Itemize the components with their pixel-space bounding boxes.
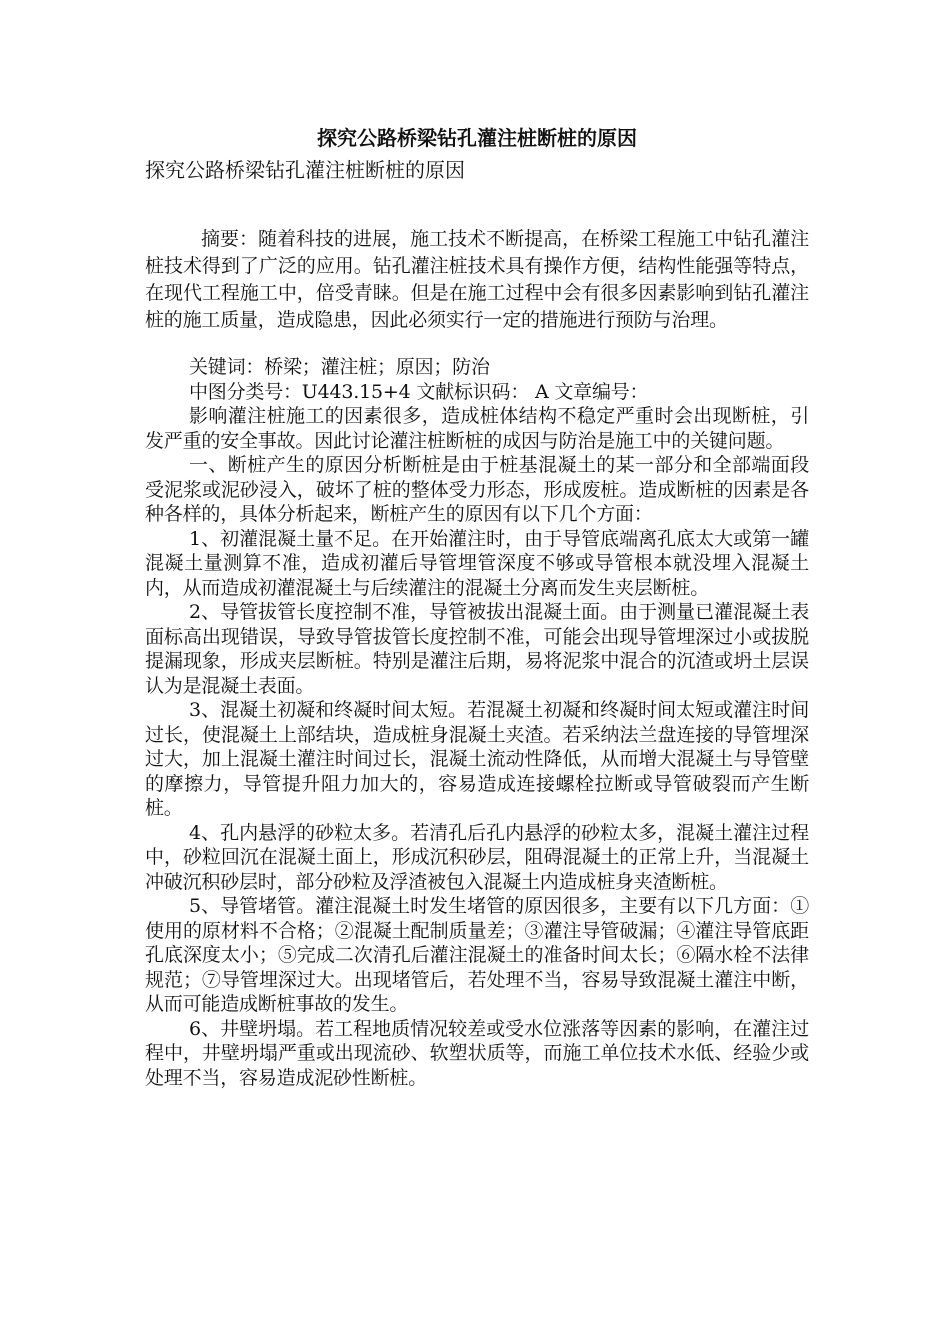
body-paragraph: 影响灌注桩施工的因素很多，造成桩体结构不稳定严重时会出现断桩，引发严重的安全事故。因此讨论灌注桩断桩的成因与防治是施工中的关键问题。	[145, 405, 809, 452]
abstract-paragraph: 摘要：随着科技的进展，施工技术不断提高，在桥梁工程施工中钻孔灌注桩技术得到了广泛的应用。钻孔灌注桩技术具有操作方便，结构性能强等特点，在现代工程施工中，倍受青睐。但是在施工过程中会有很多因素影响到钻孔灌注桩的施工质量，造成隐患，因此必须实行一定的措施进行预防与治理。	[145, 228, 809, 331]
keywords-line: 关键词：桥梁；灌注桩；原因；防治	[189, 356, 490, 378]
body-paragraph: 4、孔内悬浮的砂粒太多。若清孔后孔内悬浮的砂粒太多，混凝土灌注过程中，砂粒回沉在混凝土面上，形成沉积砂层，阻碍混凝土的正常上升，当混凝土冲破沉积砂层时，部分砂粒及浮渣被包入混凝土内造成桩身夹渣断桩。	[145, 821, 809, 893]
body-paragraph: 6、井壁坍塌。若工程地质情况较差或受水位涨落等因素的影响，在灌注过程中，井壁坍塌严重或出现流砂、软塑状质等，而施工单位技术水低、经验少或处理不当，容易造成泥砂性断桩。	[145, 1017, 809, 1089]
document-body	[145, 122, 809, 1090]
body-paragraph: 2、导管拔管长度控制不准，导管被拔出混凝土面。由于测量已灌混凝土表面标高出现错误，导致导管拔管长度控制不准，可能会出现导管埋深过小或拔脱提漏现象，形成夹层断桩。特别是灌注后期，易将泥浆中混合的沉渣或坍土层误认为是混凝土表面。	[145, 601, 809, 697]
document-subtitle: 探究公路桥梁钻孔灌注桩断桩的原因	[145, 158, 465, 182]
body-paragraph: 一、断桩产生的原因分析断桩是由于桩基混凝土的某一部分和全部端面段受泥浆或泥砂浸入，破坏了桩的整体受力形态，形成废桩。造成断桩的因素是各种各样的，具体分析起来，断桩产生的原因有以下几个方面：	[145, 454, 809, 525]
spacer	[145, 334, 809, 355]
classification-line: 中图分类号：U443.15+4 文献标识码： A 文章编号：	[189, 380, 649, 403]
document-title: 探究公路桥梁钻孔灌注桩断桩的原因	[317, 126, 637, 150]
body-paragraph: 5、导管堵管。灌注混凝土时发生堵管的原因很多，主要有以下几方面：①使用的原材料不合格；②混凝土配制质量差；③灌注导管破漏；④灌注导管底距孔底深度太小；⑤完成二次清孔后灌注混凝土的准备时间太长；⑥隔水栓不法律规范；⑦导管埋深过大。出现堵管后，若处理不当，容易导致混凝土灌注中断，从而可能造成断桩事故的发生。	[145, 895, 809, 1015]
body-paragraph: 3、混凝土初凝和终凝时间太短。若混凝土初凝和终凝时间太短或灌注时间过长，使混凝土上部结块，造成桩身混凝土夹渣。若采纳法兰盘连接的导管埋深过大，加上混凝土灌注时间过长，混凝土流动性降低，从而增大混凝土与导管壁的摩擦力，导管提升阻力加大的，容易造成连接螺栓拉断或导管破裂而产生断桩。	[145, 699, 809, 819]
body-paragraph: 1、初灌混凝土量不足。在开始灌注时，由于导管底端离孔底太大或第一罐混凝土量测算不准，造成初灌后导管埋管深度不够或导管根本就没埋入混凝土内，从而造成初灌混凝土与后续灌注的混凝土分离而发生夹层断桩。	[145, 527, 809, 599]
